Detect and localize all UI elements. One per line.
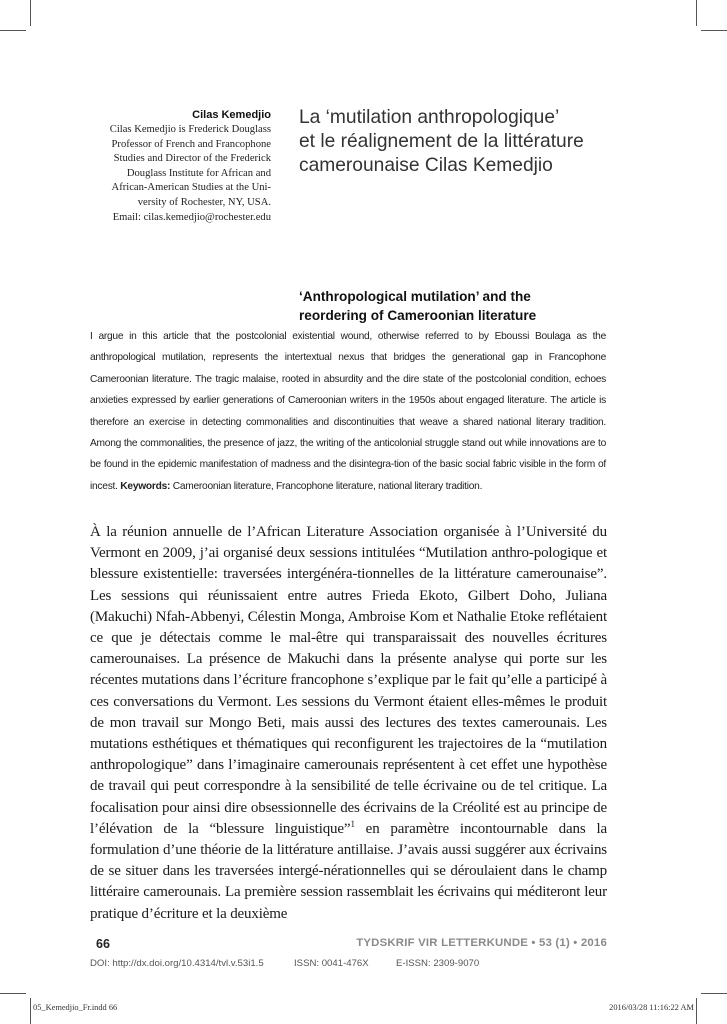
abstract xyxy=(90,326,606,497)
doi-link[interactable]: DOI: http://dx.doi.org/10.4314/tvl.v.53i1.5 xyxy=(90,958,264,969)
eissn: E-ISSN: 2309-9070 xyxy=(396,958,480,969)
crop-mark xyxy=(701,30,727,31)
crop-mark xyxy=(696,0,697,26)
abstract-title-line: ‘Anthropological mutilation’ and the xyxy=(299,289,531,304)
author-bio-line: Studies and Director of the Frederick xyxy=(113,153,271,165)
author-name: Cilas Kemedjio xyxy=(192,109,271,121)
crop-mark xyxy=(0,993,26,994)
keywords-label: Keywords: xyxy=(120,480,171,492)
crop-mark xyxy=(30,0,31,26)
article-title-line: et le réalignement de la littérature xyxy=(299,131,584,152)
keywords: Cameroonian literature, Francophone literature, national literary tradition. xyxy=(172,480,483,492)
footer-info xyxy=(90,958,479,969)
footnote-ref[interactable]: 1 xyxy=(350,818,355,829)
crop-mark xyxy=(0,30,26,31)
article-title-line: La ‘mutilation anthropologique’ xyxy=(299,107,560,128)
body-text: en paramètre incontournable dans la formulation d’une théorie de la littérature antillaise. J’avais aussi suggérer aux écrivains de se situer dans les traversées intergé-nérationnelles qui se déroulaient dans le champ littéraire camerounais. La première session rassemblait les écrivains qui méditeront leur pratique d’écriture et la deuxième xyxy=(90,820,607,922)
page-number: 66 xyxy=(96,937,110,951)
slug-filename: 05_Kemedjio_Fr.indd 66 xyxy=(33,1003,118,1012)
abstract-text: I argue in this article that the postcolonial existential wound, otherwise referred to by Eboussi Boulaga as the anthropological mutilation, represents the intertextual nexus that bridges the generational gap in Francophone Cameroonian literature. The tragic malaise, rooted in absurdity and the dire state of the postcolonial condition, echoes anxieties expressed by earlier generations of Cameroonian writers in the 1950s about engaged literature. The article is therefore an exercise in detecting commonalities and discontinuities that weave a shared national literary tradition. Among the commonalities, the presence of jazz, the writing of the anticolonial struggle stand out while innovations are to be found in the epidemic manifestation of madness and the disintegra-tion of the basic social fabric visible in the form of incest. xyxy=(90,331,606,492)
crop-mark xyxy=(30,998,31,1024)
author-bio-line: Douglass Institute for African and xyxy=(126,167,271,179)
author-bio-line: Professor of French and Francophone xyxy=(111,138,271,150)
slug-timestamp: 2016/03/28 11:16:22 AM xyxy=(609,1003,694,1012)
author-bio-line: Cilas Kemedjio is Frederick Douglass xyxy=(109,124,271,135)
abstract-title-line: reordering of Cameroonian literature xyxy=(299,308,537,323)
journal-running-footer: TYDSKRIF VIR LETTERKUNDE • 53 (1) • 2016 xyxy=(356,937,607,949)
body-text: À la réunion annuelle de l’African Literature Association organisée à l’Université du Vermont en 2009, j’ai organisé deux sessions intitulées “Mutilation anthro-pologique et blessure existentielle: traversées intergénéra-tionnelles de la littérature camerounaise”. Les sessions qui réunissaient entre autres Frieda Ekoto, Gilbert Doho, Juliana (Makuchi) Nfah-Abbenyi, Célestin Monga, Ambroise Kom et Nathalie Etoke reflétaient ce que je détectais comme le mal-être qui transparaissait des nouvelles écritures camerounaises. La présence de Makuchi dans la présente analyse qui porte sur les récentes mutations dans l’écriture francophone s’explique par le fait qu’elle a participé à ces conversations du Vermont. Les sessions du Vermont étaient elles-mêmes le produit de mon travail sur Mongo Beti, mais aussi des lectures des textes camerounais. Les mutations esthétiques et thématiques qui reconfigurent les trajectoires de la “mutilation anthropologique” dans l’imaginaire camerounais représentent à cet effet une hypothèse de travail qui peut correspondre à la sensibilité de telle écrivaine ou de tel critique. La focalisation pour ainsi dire obsessionnelle des écrivains de la Créolité est au principe de l’élévation de la “blessure linguistique” xyxy=(90,524,607,837)
body-paragraph xyxy=(90,522,607,925)
abstract-title xyxy=(299,287,599,325)
crop-mark xyxy=(701,993,727,994)
author-block xyxy=(88,108,271,225)
article-title xyxy=(299,106,629,178)
crop-mark xyxy=(696,998,697,1024)
author-bio-line: versity of Rochester, NY, USA. xyxy=(137,196,271,208)
author-bio-line: African-American Studies at the Uni- xyxy=(111,182,271,194)
issn: ISSN: 0041-476X xyxy=(294,958,369,969)
article-title-line: camerounaise Cilas Kemedjio xyxy=(299,155,553,176)
author-email: Email: cilas.kemedjio@rochester.edu xyxy=(112,211,271,223)
